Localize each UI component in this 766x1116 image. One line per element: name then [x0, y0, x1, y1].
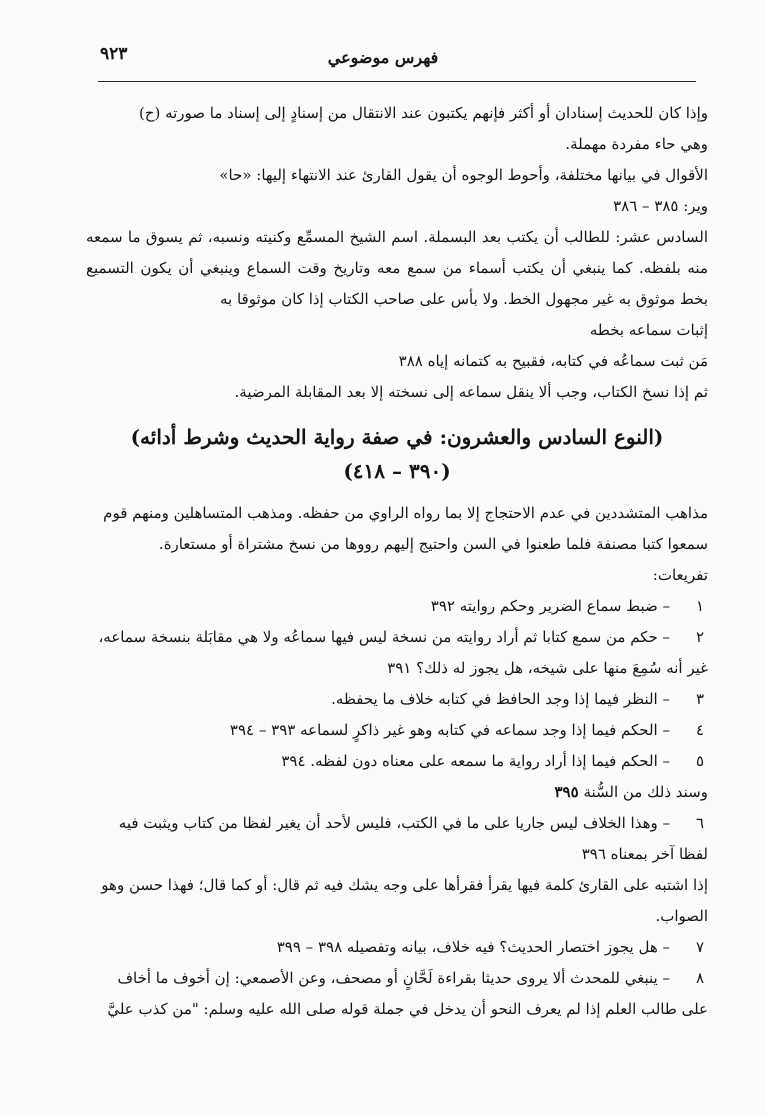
- entry-continuation: إثبات سماعه بخطه: [589, 321, 708, 339]
- subsection-label: تفريعات:: [652, 566, 708, 584]
- list-item: [86, 808, 708, 839]
- list-item: [86, 932, 708, 963]
- entry-text: مذاهب المتشددين في عدم الاحتجاج إلا بما رواه الراوي من حفظه. ومذهب المتساهلين ومنهم قوم: [103, 504, 708, 522]
- entry-continuation: سمعوا كتبا مصنفة فلما طعنوا في السن واحتيج إليهم رووها من نسخ مشتراة أو مستعارة.: [158, 535, 708, 553]
- list-item: [86, 591, 708, 622]
- list-item: [86, 963, 708, 994]
- section-heading-title: (النوع السادس والعشرون: في صفة رواية الحديث وشرط أدائه): [130, 425, 664, 449]
- page-header: [0, 44, 766, 74]
- entry-text: الأقوال في بيانها مختلفة، وأحوط الوجوه أن يقول القارئ عند الانتهاء إليها: «حا»: [219, 166, 708, 184]
- entry-text: مَن ثبت سماعُه في كتابه، فقبيح به كتمانه إياه ٣٨٨: [398, 352, 708, 370]
- item-number: ١: [695, 597, 705, 615]
- entry-text: ثم إذا نسخ الكتاب، وجب ألا ينقل سماعه إلى نسخته إلا بعد المقابلة المرضية.: [234, 383, 708, 401]
- running-title: فهرس موضوعي: [327, 48, 439, 67]
- item-text: – النظر فيما إذا وجد الحافظ في كتابه خلاف ما يحفظه.: [331, 690, 670, 708]
- item-text: – ينبغي للمحدث ألا يروى حديثا بقراءة لَحَّانٍ أو مصحف، وعن الأصمعي: إن أخوف ما أخاف: [117, 969, 670, 987]
- list-item: [86, 622, 708, 653]
- item-number: ٧: [695, 938, 705, 956]
- item-text: – ضبط سماع الضرير وحكم روايته ٣٩٢: [430, 597, 670, 615]
- page-reference: ٣٩٥: [554, 783, 579, 801]
- item-text: – هل يجوز اختصار الحديث؟ فيه خلاف، بيانه وتفصيله ٣٩٨ – ٣٩٩: [276, 938, 670, 956]
- item-number: ٤: [695, 721, 705, 739]
- item-continuation: على طالب العلم إذا لم يعرف النحو أن يدخل في جملة قوله صلى الله عليه وسلم: "من كذب عليَّ: [107, 1000, 708, 1018]
- page-number: ٩٢٣: [100, 44, 128, 64]
- item-text: – الحكم فيما إذا أراد رواية ما سمعه على معناه دون لفظه. ٣٩٤: [281, 752, 670, 770]
- item-continuation: [86, 777, 708, 808]
- item-number: ٢: [695, 628, 705, 646]
- index-content: [86, 98, 708, 1025]
- item-continuation-text: وسند ذلك من السُّنة: [583, 783, 708, 801]
- header-rule: [98, 81, 696, 82]
- list-item: [86, 684, 708, 715]
- entry-continuation: وير: ٣٨٥ – ٣٨٦: [613, 197, 708, 215]
- item-text: – الحكم فيما إذا وجد سماعه في كتابه وهو غير ذاكرٍ لسماعه ٣٩٣ – ٣٩٤: [229, 721, 670, 739]
- item-number: ٣: [695, 690, 705, 708]
- entry-text: إذا اشتبه على القارئ كلمة فيها يقرأ فقرأها على وجه يشك فيه ثم قال: أو كما قال؛ فهذا حسن وهو: [101, 876, 708, 894]
- section-heading: [86, 420, 708, 488]
- item-continuation: غير أنه سُمِعَ منها على شيخه، هل يجوز له ذلك؟ ٣٩١: [387, 659, 708, 677]
- item-text: – وهذا الخلاف ليس جاريا على ما في الكتب، فليس لأحد أن يغير لفظا من كتاب ويثبت فيه: [118, 814, 670, 832]
- entry-text: وإذا كان للحديث إسنادان أو أكثر فإنهم يكتبون عند الانتقال من إسنادٍ إلى إسناد ما صورته (ح): [138, 104, 708, 122]
- entry-continuation: الصواب.: [655, 907, 708, 925]
- item-number: ٨: [695, 969, 705, 987]
- item-number: ٥: [695, 752, 705, 770]
- list-item: [86, 715, 708, 746]
- entry-continuation: وهي حاء مفردة مهملة.: [565, 135, 708, 153]
- entry-text: السادس عشر: للطالب أن يكتب بعد البسملة. اسم الشيخ المسمِّع وكنيته ونسبه، ثم يسوق ما سمعه منه بلفظه. كما ينبغي أن يكتب أسماء من سمع معه وتاريخ وقت السماع وينبغي أن يكون التسميع بخط موثوق به غير مجهول الخط. ولا بأس على صاحب الكتاب إذا كان موثوقا به: [86, 228, 708, 308]
- section-heading-range: (٣٩٠ – ٤١٨): [343, 459, 451, 483]
- list-item: [86, 746, 708, 777]
- item-continuation: لفظا آخر بمعناه ٣٩٦: [581, 845, 708, 863]
- item-text: – حكم من سمع كتابا ثم أراد روايته من نسخة ليس فيها سماعُه ولا هي مقابَلة بنسخة سماعه،: [98, 628, 670, 646]
- item-number: ٦: [695, 814, 705, 832]
